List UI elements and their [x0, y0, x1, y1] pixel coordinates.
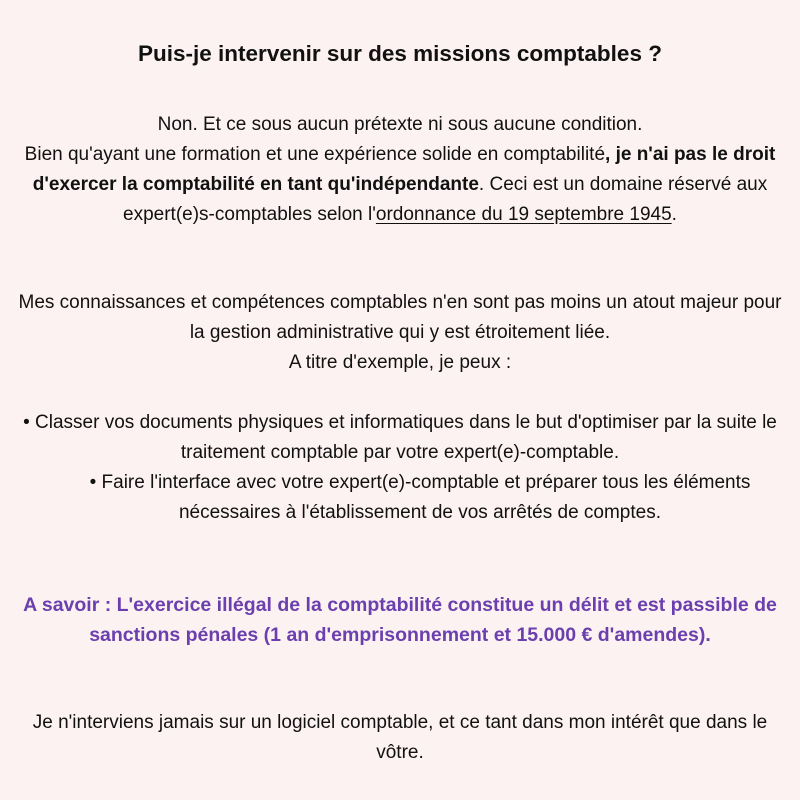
intro-line-1: Non. Et ce sous aucun prétexte ni sous aucune condition. [157, 114, 643, 135]
intro-line-2-start: Bien qu'ayant une formation et une expérience solide en comptabilité [24, 144, 606, 165]
list-item: • Classer vos documents physiques et informatiques dans le but d'optimiser par la suite le traitement comptable par votre expert(e)-comptable. [23, 412, 777, 463]
ordonnance-link[interactable]: ordonnance du 19 septembre 1945 [375, 204, 672, 225]
skills-paragraph [18, 288, 782, 378]
bullet-list [18, 408, 782, 528]
intro-line-2-end: . [478, 174, 485, 195]
skills-example-intro: A titre d'exemple, je peux : [288, 352, 512, 373]
intro-line-3-start: Ceci est un domaine réservé aux expert(e)s-comptables selon l' [123, 174, 768, 225]
intro-bold-statement: , je n'ai pas le droit d'exercer la comptabilité en tant qu'indépendante [32, 144, 776, 195]
legal-warning: A savoir : L'exercice illégal de la comptabilité constitue un délit et est passible de sanctions pénales (1 an d'emprisonnement et 15.000 € d'amendes). [23, 594, 777, 646]
intro-line-3-end: . [671, 204, 677, 225]
skills-text: Mes connaissances et compétences comptables n'en sont pas moins un atout majeur pour la gestion administrative qui y est étroitement liée. [18, 292, 782, 343]
intro-paragraph [18, 110, 782, 230]
page-title: Puis-je intervenir sur des missions comptables ? [138, 41, 662, 66]
list-item: • Faire l'interface avec votre expert(e)-comptable et préparer tous les éléments nécessaires à l'établissement de vos arrêtés de comptes. [89, 472, 751, 523]
closing-paragraph: Je n'interviens jamais sur un logiciel comptable, et ce tant dans mon intérêt que dans le vôtre. [32, 712, 768, 763]
